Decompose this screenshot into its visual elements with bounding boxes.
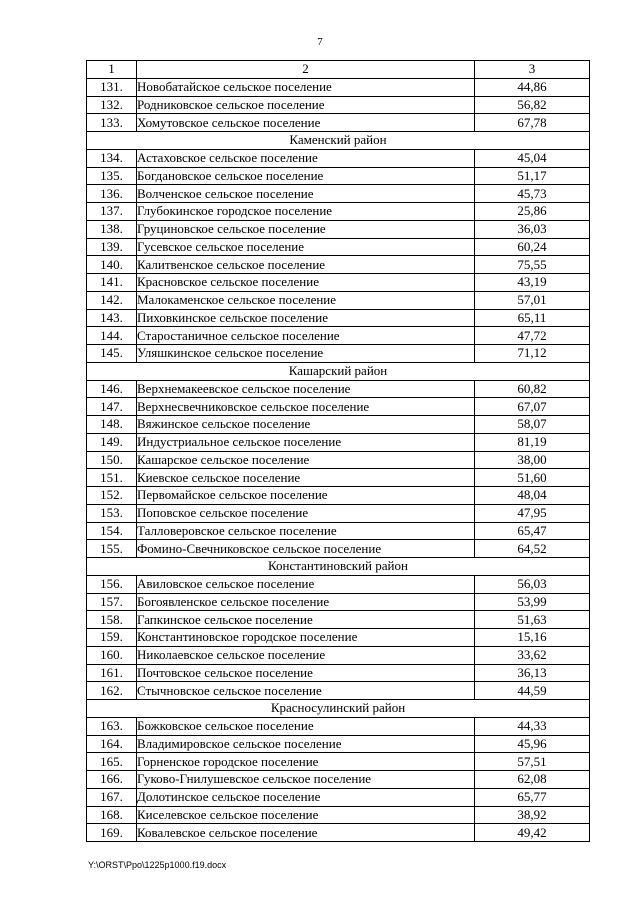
settlement-name: Первомайское сельское поселение xyxy=(137,487,475,505)
row-number: 145. xyxy=(87,345,137,363)
row-number: 134. xyxy=(87,149,137,167)
settlement-name: Верхнемакеевское сельское поселение xyxy=(137,380,475,398)
row-value: 33,62 xyxy=(475,646,590,664)
settlement-name: Калитвенское сельское поселение xyxy=(137,256,475,274)
row-value: 67,07 xyxy=(475,398,590,416)
district-name: Кашарский район xyxy=(87,362,590,380)
district-name: Константиновский район xyxy=(87,558,590,576)
settlement-name: Новобатайское сельское поселение xyxy=(137,78,475,96)
settlement-name: Константиновское городское поселение xyxy=(137,629,475,647)
row-number: 154. xyxy=(87,522,137,540)
row-number: 146. xyxy=(87,380,137,398)
row-number: 152. xyxy=(87,487,137,505)
settlement-name: Долотинское сельское поселение xyxy=(137,788,475,806)
row-number: 155. xyxy=(87,540,137,558)
settlement-name: Киевское сельское поселение xyxy=(137,469,475,487)
row-number: 164. xyxy=(87,735,137,753)
row-number: 158. xyxy=(87,611,137,629)
settlement-name: Стычновское сельское поселение xyxy=(137,682,475,700)
row-value: 57,51 xyxy=(475,753,590,771)
row-number: 139. xyxy=(87,238,137,256)
table-row xyxy=(87,220,590,238)
row-value: 75,55 xyxy=(475,256,590,274)
district-name: Красносулинский район xyxy=(87,700,590,718)
row-number: 156. xyxy=(87,575,137,593)
row-number: 137. xyxy=(87,203,137,221)
table-row xyxy=(87,309,590,327)
table-row xyxy=(87,806,590,824)
settlement-name: Старостаничное сельское поселение xyxy=(137,327,475,345)
column-header-name: 2 xyxy=(137,61,475,79)
table-row xyxy=(87,788,590,806)
row-value: 48,04 xyxy=(475,487,590,505)
row-value: 38,00 xyxy=(475,451,590,469)
row-value: 47,95 xyxy=(475,504,590,522)
row-number: 132. xyxy=(87,96,137,114)
settlement-name: Почтовское сельское поселение xyxy=(137,664,475,682)
row-number: 138. xyxy=(87,220,137,238)
row-number: 167. xyxy=(87,788,137,806)
settlement-name: Уляшкинское сельское поселение xyxy=(137,345,475,363)
table-row xyxy=(87,753,590,771)
row-value: 44,59 xyxy=(475,682,590,700)
row-number: 169. xyxy=(87,824,137,842)
table-row xyxy=(87,469,590,487)
row-value: 45,96 xyxy=(475,735,590,753)
district-header-row xyxy=(87,132,590,150)
table-row xyxy=(87,664,590,682)
row-value: 62,08 xyxy=(475,771,590,789)
row-value: 57,01 xyxy=(475,291,590,309)
file-path-footer: Y:\ORST\Ppo\1225p1000.f19.docx xyxy=(88,860,227,870)
table-row xyxy=(87,96,590,114)
table-row xyxy=(87,771,590,789)
row-number: 165. xyxy=(87,753,137,771)
row-value: 60,24 xyxy=(475,238,590,256)
settlement-name: Богоявленское сельское поселение xyxy=(137,593,475,611)
row-number: 159. xyxy=(87,629,137,647)
table-row xyxy=(87,540,590,558)
row-value: 43,19 xyxy=(475,274,590,292)
row-number: 163. xyxy=(87,717,137,735)
settlement-name: Гапкинское сельское поселение xyxy=(137,611,475,629)
row-value: 71,12 xyxy=(475,345,590,363)
row-value: 58,07 xyxy=(475,416,590,434)
row-value: 65,47 xyxy=(475,522,590,540)
table-header-row xyxy=(87,61,590,79)
column-header-value: 3 xyxy=(475,61,590,79)
table-row xyxy=(87,504,590,522)
row-value: 15,16 xyxy=(475,629,590,647)
district-name: Каменский район xyxy=(87,132,590,150)
row-number: 161. xyxy=(87,664,137,682)
row-number: 162. xyxy=(87,682,137,700)
settlement-name: Верхнесвечниковское сельское поселение xyxy=(137,398,475,416)
table-row xyxy=(87,682,590,700)
row-value: 49,42 xyxy=(475,824,590,842)
settlement-name: Авиловское сельское поселение xyxy=(137,575,475,593)
row-number: 144. xyxy=(87,327,137,345)
row-value: 65,77 xyxy=(475,788,590,806)
row-value: 53,99 xyxy=(475,593,590,611)
row-number: 131. xyxy=(87,78,137,96)
row-value: 47,72 xyxy=(475,327,590,345)
table-row xyxy=(87,824,590,842)
table-row xyxy=(87,735,590,753)
settlement-name: Божковское сельское поселение xyxy=(137,717,475,735)
row-value: 81,19 xyxy=(475,433,590,451)
row-number: 153. xyxy=(87,504,137,522)
settlement-name: Индустриальное сельское поселение xyxy=(137,433,475,451)
settlement-name: Николаевское сельское поселение xyxy=(137,646,475,664)
row-value: 45,73 xyxy=(475,185,590,203)
table-row xyxy=(87,167,590,185)
table-row xyxy=(87,114,590,132)
settlement-name: Горненское городское поселение xyxy=(137,753,475,771)
row-value: 56,03 xyxy=(475,575,590,593)
row-value: 45,04 xyxy=(475,149,590,167)
settlement-name: Кашарское сельское поселение xyxy=(137,451,475,469)
settlement-name: Фомино-Свечниковское сельское поселение xyxy=(137,540,475,558)
row-number: 140. xyxy=(87,256,137,274)
row-value: 44,86 xyxy=(475,78,590,96)
table-row xyxy=(87,593,590,611)
row-number: 133. xyxy=(87,114,137,132)
row-value: 36,13 xyxy=(475,664,590,682)
table-row xyxy=(87,345,590,363)
row-number: 136. xyxy=(87,185,137,203)
column-header-number: 1 xyxy=(87,61,137,79)
row-number: 141. xyxy=(87,274,137,292)
table-row xyxy=(87,291,590,309)
table-body xyxy=(87,61,590,842)
settlement-name: Волченское сельское поселение xyxy=(137,185,475,203)
table-row xyxy=(87,203,590,221)
page-number: 7 xyxy=(317,36,323,48)
table-row xyxy=(87,717,590,735)
table-row xyxy=(87,149,590,167)
table-row xyxy=(87,611,590,629)
row-value: 51,60 xyxy=(475,469,590,487)
table-row xyxy=(87,451,590,469)
row-value: 51,17 xyxy=(475,167,590,185)
settlement-name: Киселевское сельское поселение xyxy=(137,806,475,824)
settlement-name: Богдановское сельское поселение xyxy=(137,167,475,185)
row-value: 56,82 xyxy=(475,96,590,114)
row-value: 64,52 xyxy=(475,540,590,558)
table-row xyxy=(87,629,590,647)
district-header-row xyxy=(87,362,590,380)
row-number: 143. xyxy=(87,309,137,327)
row-value: 67,78 xyxy=(475,114,590,132)
row-number: 142. xyxy=(87,291,137,309)
table-row xyxy=(87,185,590,203)
settlement-name: Пиховкинское сельское поселение xyxy=(137,309,475,327)
table-row xyxy=(87,238,590,256)
table-row xyxy=(87,487,590,505)
settlement-name: Вяжинское сельское поселение xyxy=(137,416,475,434)
settlement-name: Гуково-Гнилушевское сельское поселение xyxy=(137,771,475,789)
table-row xyxy=(87,575,590,593)
row-value: 60,82 xyxy=(475,380,590,398)
table-row xyxy=(87,433,590,451)
settlement-name: Хомутовское сельское поселение xyxy=(137,114,475,132)
settlements-table xyxy=(86,60,590,842)
table-row xyxy=(87,416,590,434)
table-row xyxy=(87,522,590,540)
settlement-name: Глубокинское городское поселение xyxy=(137,203,475,221)
settlement-name: Талловеровское сельское поселение xyxy=(137,522,475,540)
table-row xyxy=(87,274,590,292)
row-number: 148. xyxy=(87,416,137,434)
row-number: 147. xyxy=(87,398,137,416)
row-number: 149. xyxy=(87,433,137,451)
row-number: 168. xyxy=(87,806,137,824)
row-number: 150. xyxy=(87,451,137,469)
settlement-name: Груциновское сельское поселение xyxy=(137,220,475,238)
district-header-row xyxy=(87,558,590,576)
settlement-name: Красновское сельское поселение xyxy=(137,274,475,292)
row-value: 25,86 xyxy=(475,203,590,221)
table-row xyxy=(87,380,590,398)
row-value: 65,11 xyxy=(475,309,590,327)
settlement-name: Астаховское сельское поселение xyxy=(137,149,475,167)
settlement-name: Гусевское сельское поселение xyxy=(137,238,475,256)
row-value: 44,33 xyxy=(475,717,590,735)
row-number: 157. xyxy=(87,593,137,611)
table-row xyxy=(87,646,590,664)
row-value: 51,63 xyxy=(475,611,590,629)
row-number: 135. xyxy=(87,167,137,185)
table-row xyxy=(87,398,590,416)
settlement-name: Ковалевское сельское поселение xyxy=(137,824,475,842)
settlement-name: Владимировское сельское поселение xyxy=(137,735,475,753)
row-value: 36,03 xyxy=(475,220,590,238)
settlement-name: Малокаменское сельское поселение xyxy=(137,291,475,309)
settlement-name: Поповское сельское поселение xyxy=(137,504,475,522)
table-row xyxy=(87,78,590,96)
settlement-name: Родниковское сельское поселение xyxy=(137,96,475,114)
table-row xyxy=(87,327,590,345)
row-number: 151. xyxy=(87,469,137,487)
row-value: 38,92 xyxy=(475,806,590,824)
row-number: 166. xyxy=(87,771,137,789)
table-row xyxy=(87,256,590,274)
district-header-row xyxy=(87,700,590,718)
row-number: 160. xyxy=(87,646,137,664)
